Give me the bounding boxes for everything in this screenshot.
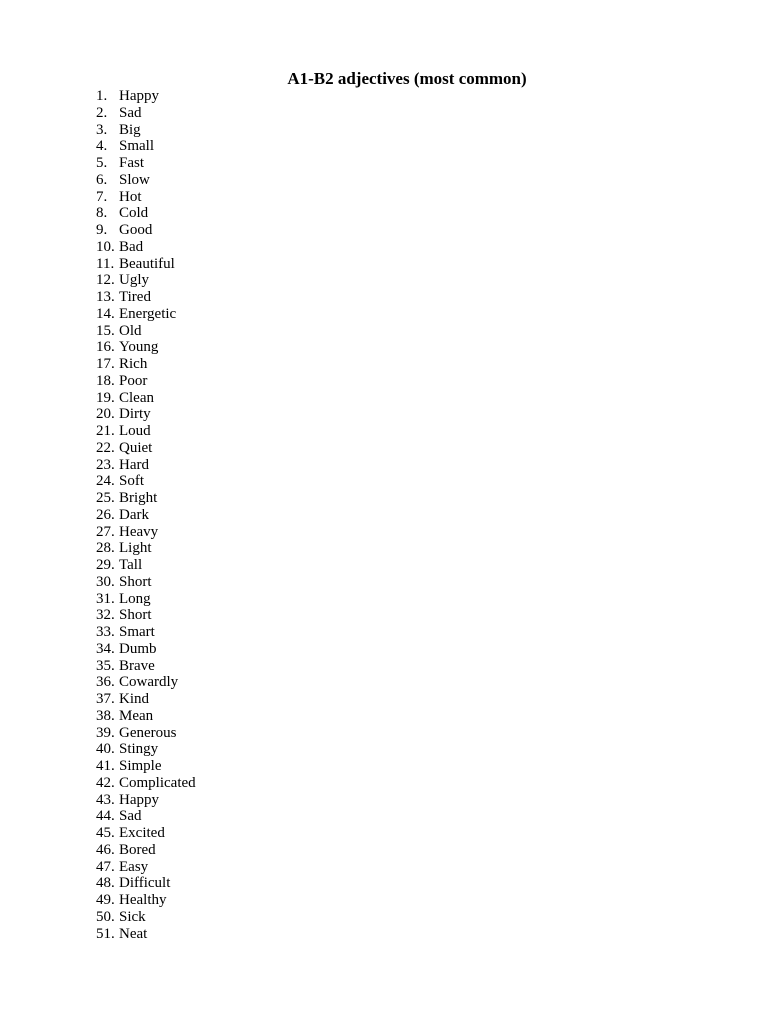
list-item-number: 33.: [96, 624, 115, 640]
list-item-word: Neat: [119, 925, 148, 942]
list-item-word: Excited: [119, 825, 165, 841]
list-item-number: 43.: [96, 791, 115, 808]
list-item-number: 7.: [96, 188, 108, 205]
list-item-word: Small: [119, 138, 155, 155]
list-item-number: 41.: [96, 758, 115, 774]
list-item-number: 45.: [96, 825, 115, 841]
list-item: [96, 808, 196, 825]
list-item-number: 24.: [96, 473, 115, 490]
list-item-number: 29.: [96, 557, 115, 573]
list-item-word: Easy: [119, 858, 149, 875]
list-item-word: Heavy: [119, 523, 159, 540]
list-item: [96, 674, 196, 691]
list-item-number: 44.: [96, 808, 115, 825]
list-item-number: 3.: [96, 121, 108, 138]
list-item-word: Cold: [119, 205, 149, 222]
list-item: [96, 591, 196, 608]
list-item: [96, 725, 196, 742]
list-item: [96, 155, 196, 172]
list-item: [96, 105, 196, 122]
list-item-number: 15.: [96, 322, 115, 339]
list-item-number: 18.: [96, 372, 115, 389]
list-item-word: Old: [119, 322, 142, 339]
list-item-number: 8.: [96, 205, 108, 222]
list-item-word: Soft: [119, 473, 145, 490]
list-item: [96, 172, 196, 189]
list-item-number: 35.: [96, 657, 115, 674]
list-item: [96, 423, 196, 440]
list-item-number: 11.: [96, 255, 115, 272]
list-item: [96, 708, 196, 725]
list-item-number: 21.: [96, 423, 115, 439]
list-item: [96, 205, 196, 222]
list-item-word: Good: [119, 222, 153, 238]
list-item: [96, 222, 196, 239]
list-item-word: Fast: [119, 155, 145, 171]
list-item-number: 20.: [96, 406, 115, 423]
list-item: [96, 189, 196, 206]
list-item-number: 16.: [96, 339, 115, 356]
list-item-number: 25.: [96, 490, 115, 506]
list-item: [96, 323, 196, 340]
list-item-word: Stingy: [119, 741, 159, 758]
list-item-word: Loud: [119, 423, 151, 439]
list-item-number: 23.: [96, 456, 115, 473]
list-item-word: Simple: [119, 758, 162, 774]
list-item-word: Slow: [119, 171, 150, 188]
list-item-word: Sad: [119, 808, 142, 825]
list-item-word: Tall: [119, 557, 143, 573]
list-item: [96, 272, 196, 289]
list-item-number: 14.: [96, 305, 115, 322]
list-item: [96, 842, 196, 859]
list-item-word: Hot: [119, 188, 142, 205]
list-item-word: Short: [119, 607, 152, 624]
list-item-word: Hard: [119, 456, 149, 473]
list-item: [96, 306, 196, 323]
list-item-word: Dumb: [119, 640, 157, 657]
list-item: [96, 390, 196, 407]
list-item-word: Bad: [119, 238, 144, 255]
list-item: [96, 457, 196, 474]
list-item: [96, 356, 196, 373]
list-item: [96, 440, 196, 457]
list-item-word: Long: [119, 590, 151, 607]
list-item: [96, 256, 196, 273]
list-item: [96, 557, 196, 574]
list-item: [96, 641, 196, 658]
list-item-number: 22.: [96, 439, 115, 456]
list-item-number: 26.: [96, 506, 115, 523]
list-item-word: Cowardly: [119, 674, 179, 691]
list-item: [96, 658, 196, 675]
list-item: [96, 792, 196, 809]
list-item: [96, 540, 196, 557]
list-item-number: 9.: [96, 222, 108, 238]
list-item-number: 39.: [96, 724, 115, 741]
list-item-number: 12.: [96, 272, 115, 289]
list-item-word: Dirty: [119, 406, 151, 423]
list-item-word: Generous: [119, 724, 177, 741]
list-item-word: Dark: [119, 506, 149, 523]
list-item-number: 34.: [96, 640, 115, 657]
list-item-number: 47.: [96, 858, 115, 875]
list-item-number: 28.: [96, 540, 115, 557]
list-item-number: 37.: [96, 691, 115, 707]
list-item: [96, 373, 196, 390]
list-item-number: 50.: [96, 908, 115, 925]
list-item-number: 6.: [96, 171, 108, 188]
list-item-word: Healthy: [119, 892, 167, 908]
list-item-number: 30.: [96, 573, 115, 590]
list-item-word: Light: [119, 540, 152, 557]
list-item-number: 10.: [96, 238, 115, 255]
list-item-word: Bored: [119, 841, 156, 858]
list-item-number: 51.: [96, 925, 115, 942]
list-item-word: Smart: [119, 624, 155, 640]
list-item-number: 40.: [96, 741, 115, 758]
list-item: [96, 406, 196, 423]
list-item: [96, 624, 196, 641]
list-item-number: 48.: [96, 875, 115, 892]
list-item-word: Happy: [119, 88, 159, 104]
list-item: [96, 239, 196, 256]
list-item: [96, 859, 196, 876]
list-item-word: Quiet: [119, 439, 153, 456]
list-item-word: Sick: [119, 908, 146, 925]
list-item: [96, 490, 196, 507]
list-item-number: 42.: [96, 774, 115, 791]
list-item-number: 17.: [96, 356, 115, 372]
list-item: [96, 607, 196, 624]
list-item: [96, 909, 196, 926]
list-item-word: Beautiful: [119, 255, 175, 272]
list-item: [96, 574, 196, 591]
list-item: [96, 524, 196, 541]
list-item-number: 36.: [96, 674, 115, 691]
list-item: [96, 507, 196, 524]
list-item: [96, 122, 196, 139]
list-item-word: Happy: [119, 791, 159, 808]
adjective-list: [96, 88, 196, 942]
list-item: [96, 775, 196, 792]
list-item-word: Mean: [119, 707, 154, 724]
list-item-word: Young: [119, 339, 159, 356]
list-item: [96, 473, 196, 490]
list-item: [96, 926, 196, 943]
list-item-word: Poor: [119, 372, 148, 389]
list-item-number: 27.: [96, 523, 115, 540]
list-item: [96, 691, 196, 708]
list-item-word: Bright: [119, 490, 158, 506]
list-item-number: 38.: [96, 707, 115, 724]
list-item-number: 32.: [96, 607, 115, 624]
list-item-word: Short: [119, 573, 152, 590]
list-item-word: Ugly: [119, 272, 149, 289]
list-item-number: 4.: [96, 138, 108, 155]
list-item: [96, 875, 196, 892]
list-item-word: Sad: [119, 104, 142, 121]
page-title: A1-B2 adjectives (most common): [287, 69, 527, 88]
list-item-word: Rich: [119, 356, 148, 372]
list-item-word: Energetic: [119, 305, 177, 322]
list-item-number: 46.: [96, 841, 115, 858]
list-item-number: 2.: [96, 104, 108, 121]
list-item: [96, 289, 196, 306]
list-item: [96, 741, 196, 758]
list-item-number: 13.: [96, 289, 115, 305]
list-item-word: Difficult: [119, 875, 171, 892]
list-item-word: Kind: [119, 691, 149, 707]
list-item: [96, 825, 196, 842]
list-item-word: Tired: [119, 289, 151, 305]
list-item-number: 19.: [96, 389, 115, 406]
list-item: [96, 758, 196, 775]
list-item: [96, 892, 196, 909]
list-item-word: Brave: [119, 657, 155, 674]
list-item-number: 31.: [96, 590, 115, 607]
list-item: [96, 138, 196, 155]
list-item-number: 5.: [96, 155, 108, 171]
list-item-number: 1.: [96, 88, 108, 104]
list-item: [96, 88, 196, 105]
list-item-number: 49.: [96, 892, 115, 908]
list-item-word: Clean: [119, 389, 154, 406]
list-item: [96, 339, 196, 356]
list-item-word: Big: [119, 121, 141, 138]
list-item-word: Complicated: [119, 774, 196, 791]
